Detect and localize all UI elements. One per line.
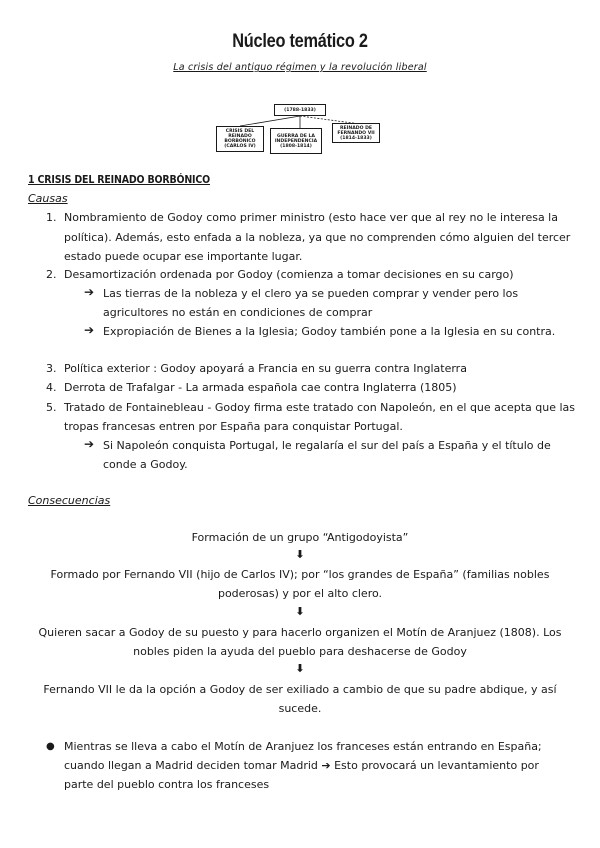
subitem-text: Si Napoleón conquista Portugal, le regalaría el sur del país a España y el título de (103, 439, 551, 452)
flow-step (20, 680, 580, 718)
item-text: Tratado de Fontainebleau - Godoy firma este tratado con Napoleón, en el que acepta que las (64, 401, 575, 414)
diagram-center-line: GUERRA DE LA (277, 133, 315, 139)
causas-heading: Causas (28, 192, 68, 205)
flow-text: sucede. (278, 702, 322, 715)
item-text: Política exterior : Godoy apoyará a Francia en su guerra contra Inglaterra (64, 362, 467, 375)
diagram-left-line: CRISIS DEL (225, 129, 255, 134)
flow-text: nobles piden la ayuda del pueblo para deshacerse de Godoy (133, 645, 467, 658)
diagram-right-line: (1814-1833) (340, 135, 372, 141)
diagram-top-box (274, 104, 326, 116)
diagram-top-label: (1788-1833) (284, 107, 316, 113)
item-number: 1. (46, 211, 57, 224)
page-subtitle: La crisis del antiguo régimen y la revolución liberal (173, 62, 427, 73)
item-number: 2. (46, 268, 57, 281)
page-title: Núcleo temático 2 (232, 31, 368, 52)
flow-text: poderosas) y por el alto clero. (217, 587, 383, 600)
section-heading: 1 CRISIS DEL REINADO BORBÓNICO (28, 174, 211, 186)
diagram-center-line: INDEPENDENCIA (274, 138, 318, 144)
bullet-text: parte del pueblo contra los franceses (64, 778, 270, 791)
flow-step (20, 528, 580, 547)
diagram-right-line: FERNANDO VII (337, 130, 375, 136)
flow-step (20, 565, 580, 603)
diagram-center-line: (1808-1814) (280, 143, 312, 149)
sub-arrow-icon: ➔ (84, 323, 95, 337)
down-arrow-icon: ⬇ (295, 605, 305, 618)
bullet-text: Mientras se lleva a cabo el Motín de Aranjuez los franceses están entrando en España; (64, 740, 542, 753)
connector-left (240, 116, 300, 126)
subitem-text: agricultores no están en condiciones de comprar (103, 306, 373, 319)
subitem-text: Expropiación de Bienes a la Iglesia; Godoy también pone a la Iglesia en su contra. (103, 325, 556, 338)
item-number: 5. (46, 401, 57, 414)
item-text: política). Además, esto enfada a la nobleza, ya que no comprenden cómo alguien del tercer (64, 231, 571, 244)
diagram-right-line: REINADO DE (339, 125, 373, 131)
flow-text: Formado por Fernando VII (hijo de Carlos IV); por “los grandes de España” (familias nobles (50, 568, 550, 581)
flow-text: Formación de un grupo “Antigodoyista” (191, 531, 409, 544)
item-text: tropas francesas entren por España para conquistar Portugal. (64, 420, 403, 433)
flow-text: Fernando VII le da la opción a Godoy de ser exiliado a cambio de que su padre abdique, y así (43, 683, 557, 696)
diagram-center-box (270, 128, 322, 154)
subitem-text: Las tierras de la nobleza y el clero ya se pueden comprar y vender pero los (103, 287, 519, 300)
flow-text: Quieren sacar a Godoy de su puesto y para hacerlo organizen el Motín de Aranjuez (1808). Los (38, 626, 562, 639)
diagram-left-line: BORBÓNICO (224, 139, 256, 144)
down-arrow-icon: ⬇ (295, 662, 305, 675)
diagram-left-line: REINADO (228, 134, 252, 139)
diagram-right-box (332, 123, 380, 143)
down-arrow-icon: ⬇ (295, 548, 305, 561)
item-text: Nombramiento de Godoy como primer ministro (esto hace ver que al rey no le interesa la (64, 211, 558, 224)
diagram-left-box (216, 126, 264, 152)
item-text: estado puede ocupar ese importante lugar. (64, 250, 303, 263)
bullet-text: cuando llegan a Madrid deciden tomar Madrid ➔ Esto provocará un levantamiento por (64, 759, 539, 772)
item-number: 4. (46, 381, 57, 394)
sub-arrow-icon: ➔ (84, 437, 95, 451)
timeline-diagram (210, 100, 390, 160)
subitem-text: conde a Godoy. (103, 458, 188, 471)
sub-arrow-icon: ➔ (84, 285, 95, 299)
item-text: Derrota de Trafalgar - La armada española cae contra Inglaterra (1805) (64, 381, 457, 394)
flow-step (20, 623, 580, 661)
diagram-left-line: (CARLOS IV) (224, 144, 256, 149)
consecuencias-heading: Consecuencias (28, 494, 111, 507)
item-text: Desamortización ordenada por Godoy (comienza a tomar decisiones en su cargo) (64, 268, 514, 281)
bullet-icon: ● (46, 741, 55, 752)
item-number: 3. (46, 362, 57, 375)
